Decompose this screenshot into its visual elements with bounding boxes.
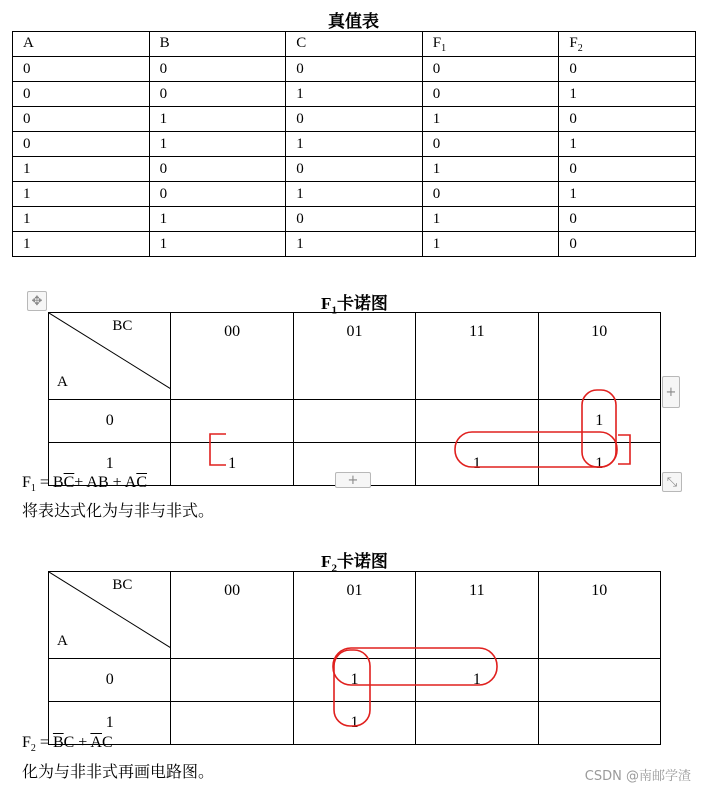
kmap2-corner-bc: BC [112, 577, 133, 593]
truth-table-cell-b: 1 [149, 107, 286, 132]
truth-table-cell-c: 1 [286, 232, 423, 257]
kmap2-col-01: 01 [293, 572, 415, 659]
kmap1-row-label: 0 [49, 400, 171, 443]
truth-table-cell-f2: 0 [559, 232, 696, 257]
kmap1-cell [171, 400, 293, 443]
kmap2-cell [416, 702, 538, 745]
header-f1: $F_1$ [422, 32, 559, 57]
truth-table-cell-a: 0 [13, 132, 150, 157]
truth-table-row [13, 107, 696, 132]
kmap1-corner [49, 313, 171, 400]
truth-table-row [13, 207, 696, 232]
truth-table-header-row [13, 32, 696, 57]
header-b: B [149, 32, 286, 57]
kmap2-cell [171, 659, 293, 702]
truth-table-cell-a: 1 [13, 207, 150, 232]
kmap1-header-row [49, 313, 661, 400]
kmap2-col-10: 10 [538, 572, 660, 659]
formula-f1: $F_1 = B\overline{C}+$ AB + $A\overline{C}$ [22, 474, 148, 495]
add-column-button[interactable]: + [662, 376, 680, 408]
kmap1-corner-a: A [57, 374, 68, 390]
table-resize-handle-icon[interactable]: ⤡ [662, 472, 682, 492]
truth-table-cell-a: 0 [13, 82, 150, 107]
kmap2-row-label: 1 [49, 702, 171, 745]
kmap1-col-00: 00 [171, 313, 293, 400]
truth-table-cell-c: 0 [286, 107, 423, 132]
truth-table-cell-b: 1 [149, 132, 286, 157]
truth-table-cell-c: 1 [286, 182, 423, 207]
truth-table-cell-f1: 0 [422, 182, 559, 207]
kmap2-cell [538, 659, 660, 702]
truth-table-cell-b: 0 [149, 182, 286, 207]
truth-table-cell-f1: 1 [422, 107, 559, 132]
truth-table-cell-f2: 1 [559, 82, 696, 107]
kmap2-cell [538, 702, 660, 745]
add-row-button[interactable]: + [335, 472, 371, 488]
header-a: A [13, 32, 150, 57]
kmap1-cell: 1 [171, 443, 293, 486]
kmap2-cell [171, 702, 293, 745]
kmap2-row-label: 0 [49, 659, 171, 702]
truth-table-cell-b: 0 [149, 57, 286, 82]
kmap2-col-11: 11 [416, 572, 538, 659]
watermark: CSDN @南邮学渣 [584, 769, 691, 784]
truth-table-cell-f2: 0 [559, 157, 696, 182]
kmap1-col-10: 10 [538, 313, 660, 400]
truth-table-cell-c: 0 [286, 157, 423, 182]
truth-table-row [13, 232, 696, 257]
kmap2-table [48, 571, 661, 745]
truth-table-row [13, 182, 696, 207]
kmap1-cell [416, 400, 538, 443]
truth-table-cell-c: 0 [286, 207, 423, 232]
header-c: C [286, 32, 423, 57]
truth-table-cell-c: 1 [286, 132, 423, 157]
table-move-handle-icon[interactable]: ✥ [27, 291, 47, 311]
kmap1-title: $F_1$卡诺图 [321, 294, 388, 317]
truth-table-cell-a: 1 [13, 182, 150, 207]
header-f2: $F_2$ [559, 32, 696, 57]
kmap1-cell [293, 400, 415, 443]
truth-table-cell-f1: 0 [422, 57, 559, 82]
note-draw-circuit: 化为与非非式再画电路图。 [22, 764, 215, 781]
kmap1-cell: 1 [416, 443, 538, 486]
truth-table-cell-f2: 0 [559, 207, 696, 232]
truth-table-cell-f2: 1 [559, 132, 696, 157]
kmap2-title: $F_2$卡诺图 [321, 552, 388, 575]
note-nand-form: 将表达式化为与非与非式。 [22, 503, 215, 520]
truth-table-cell-b: 1 [149, 207, 286, 232]
kmap2-header-row [49, 572, 661, 659]
truth-table-cell-f2: 1 [559, 182, 696, 207]
truth-table [12, 31, 696, 257]
kmap2-cell: 1 [293, 659, 415, 702]
truth-table-row [13, 132, 696, 157]
truth-table-cell-f1: 1 [422, 232, 559, 257]
kmap1-cell: 1 [538, 443, 660, 486]
truth-table-cell-f1: 1 [422, 157, 559, 182]
truth-table-cell-b: 0 [149, 157, 286, 182]
kmap1-table [48, 312, 661, 486]
kmap1-row-label: 1 [49, 443, 171, 486]
kmap2-row-1 [49, 702, 661, 745]
kmap1-col-01: 01 [293, 313, 415, 400]
kmap1-row-0 [49, 400, 661, 443]
kmap2-col-00: 00 [171, 572, 293, 659]
truth-table-row [13, 82, 696, 107]
truth-table-cell-c: 0 [286, 57, 423, 82]
truth-table-row [13, 157, 696, 182]
kmap2-corner-a: A [57, 633, 68, 649]
formula-f2: $F_2 = \overline{B}C + \overline{A}C$ [22, 734, 113, 755]
truth-table-cell-b: 1 [149, 232, 286, 257]
kmap2-row-0 [49, 659, 661, 702]
truth-table-cell-b: 0 [149, 82, 286, 107]
kmap2-cell: 1 [293, 702, 415, 745]
kmap2-cell: 1 [416, 659, 538, 702]
truth-table-cell-f1: 1 [422, 207, 559, 232]
truth-table-cell-f2: 0 [559, 107, 696, 132]
truth-table-title: 真值表 [328, 12, 379, 31]
truth-table-cell-a: 1 [13, 232, 150, 257]
truth-table-cell-a: 0 [13, 107, 150, 132]
truth-table-cell-f1: 0 [422, 82, 559, 107]
truth-table-row [13, 57, 696, 82]
kmap1-cell: 1 [538, 400, 660, 443]
truth-table-cell-a: 0 [13, 57, 150, 82]
truth-table-cell-a: 1 [13, 157, 150, 182]
truth-table-cell-f1: 0 [422, 132, 559, 157]
kmap1-corner-bc: BC [112, 318, 133, 334]
truth-table-cell-f2: 0 [559, 57, 696, 82]
kmap2-corner [49, 572, 171, 659]
kmap1-col-11: 11 [416, 313, 538, 400]
truth-table-cell-c: 1 [286, 82, 423, 107]
